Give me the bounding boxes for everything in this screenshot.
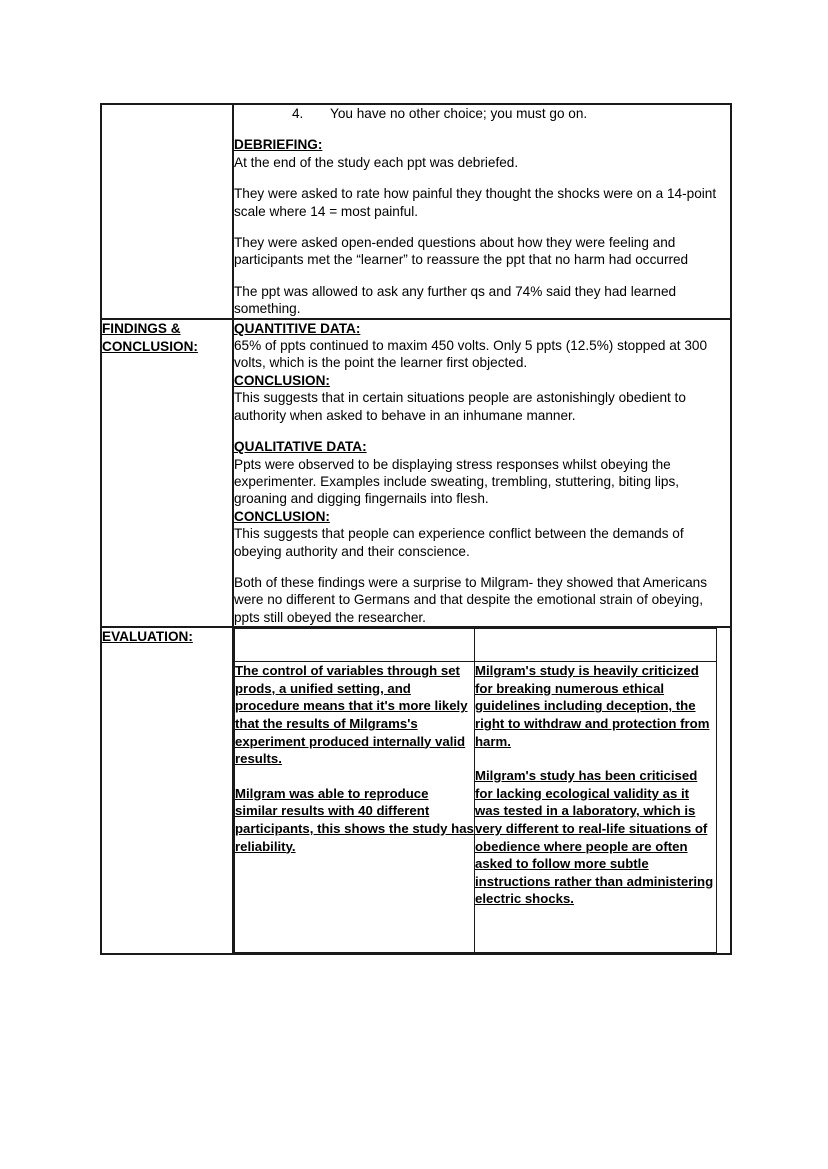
list-item	[234, 105, 730, 122]
evaluation-weaknesses-cell	[475, 662, 717, 953]
evaluation-weakness-point: Milgram's study has been criticised for lacking ecological validity as it was tested in a laboratory, which is very different to real-life situations of obedience where people are often asked to follow more subtle instructions rather than administering electric shocks.	[475, 768, 714, 907]
heading-conclusion-qualitative: CONCLUSION:	[234, 508, 330, 524]
table-row-debriefing	[101, 104, 731, 319]
evaluation-header-row	[235, 629, 717, 662]
paragraph-milgram-surprise: Both of these findings were a surprise to Milgram- they showed that Americans were no different to Germans and that despite the emotional strain of obeying, ppts still obeyed the researcher.	[234, 574, 707, 625]
row-label-findings-line1: FINDINGS &	[102, 320, 181, 336]
paragraph-open-ended: They were asked open-ended questions about how they were feeling and participants met the “learner” to reassure the ppt that no harm had occurred	[234, 235, 689, 268]
evaluation-header-left	[235, 629, 475, 662]
paragraph-pain-rating: They were asked to rate how painful they thought the shocks were on a 14-point scale where 14 = most painful.	[234, 186, 717, 219]
evaluation-header-right	[475, 629, 717, 662]
evaluation-strengths-cell	[235, 662, 475, 953]
text-qualitative-data: Ppts were observed to be displaying stress responses whilst obeying the experimenter. Examples include sweating, trembling, stuttering, biting lips, groaning and digging fingernails into flesh.	[234, 456, 680, 507]
paragraph-conclusion-qualitative	[234, 508, 730, 560]
heading-qualitative-data: QUALITATIVE DATA:	[234, 439, 367, 455]
evaluation-strengths-weaknesses-table	[234, 628, 717, 953]
row-label-cell-findings	[101, 319, 233, 628]
row-body-cell-evaluation	[233, 627, 731, 954]
table-row-findings	[101, 319, 731, 628]
paragraph-debriefing	[234, 136, 730, 171]
paragraph-conclusion-quantitive	[234, 372, 730, 424]
row-label-findings-line2: CONCLUSION:	[102, 338, 198, 354]
row-label-cell-evaluation	[101, 627, 233, 954]
paragraph-further-questions: The ppt was allowed to ask any further qs and 74% said they had learned something.	[234, 283, 677, 317]
row-body-cell-debriefing	[233, 104, 731, 319]
text-conclusion-qualitative: This suggests that people can experience conflict between the demands of obeying authority and their conscience.	[234, 526, 684, 559]
paragraph-quantitive-data	[234, 320, 730, 372]
evaluation-strength-point: Milgram was able to reproduce similar results with 40 different participants, this shows the study has reliability.	[235, 785, 474, 854]
paragraph-qualitative-data	[234, 438, 730, 508]
row-label-cell-empty	[101, 104, 233, 319]
evaluation-weakness-point: Milgram's study is heavily criticized for breaking numerous ethical guidelines including deception, the right to withdraw and protection from harm.	[475, 663, 710, 749]
evaluation-content-row	[235, 662, 717, 953]
heading-debriefing: DEBRIEFING:	[234, 137, 323, 153]
text-quantitive-data: 65% of ppts continued to maxim 450 volts. Only 5 ppts (12.5%) stopped at 300 volts, which is the point the learner first objected.	[234, 338, 708, 371]
study-notes-table	[100, 103, 732, 955]
text-conclusion-quantitive: This suggests that in certain situations people are astonishingly obedient to authority when asked to behave in an inhumane manner.	[234, 390, 686, 423]
row-label-evaluation: EVALUATION:	[102, 629, 193, 645]
text-debriefing: At the end of the study each ppt was debriefed.	[234, 154, 519, 170]
evaluation-strength-point: The control of variables through set prods, a unified setting, and procedure means that it's more likely that the results of Milgrams's experiment produced internally valid results.	[235, 663, 468, 767]
list-item-text: You have no other choice; you must go on.	[330, 106, 588, 121]
heading-quantitive-data: QUANTITIVE DATA:	[234, 320, 361, 336]
list-item-number: 4.	[292, 106, 304, 121]
row-body-cell-findings	[233, 319, 731, 628]
prod-list	[234, 105, 730, 122]
heading-conclusion-quantitive: CONCLUSION:	[234, 372, 330, 388]
table-row-evaluation	[101, 627, 731, 954]
